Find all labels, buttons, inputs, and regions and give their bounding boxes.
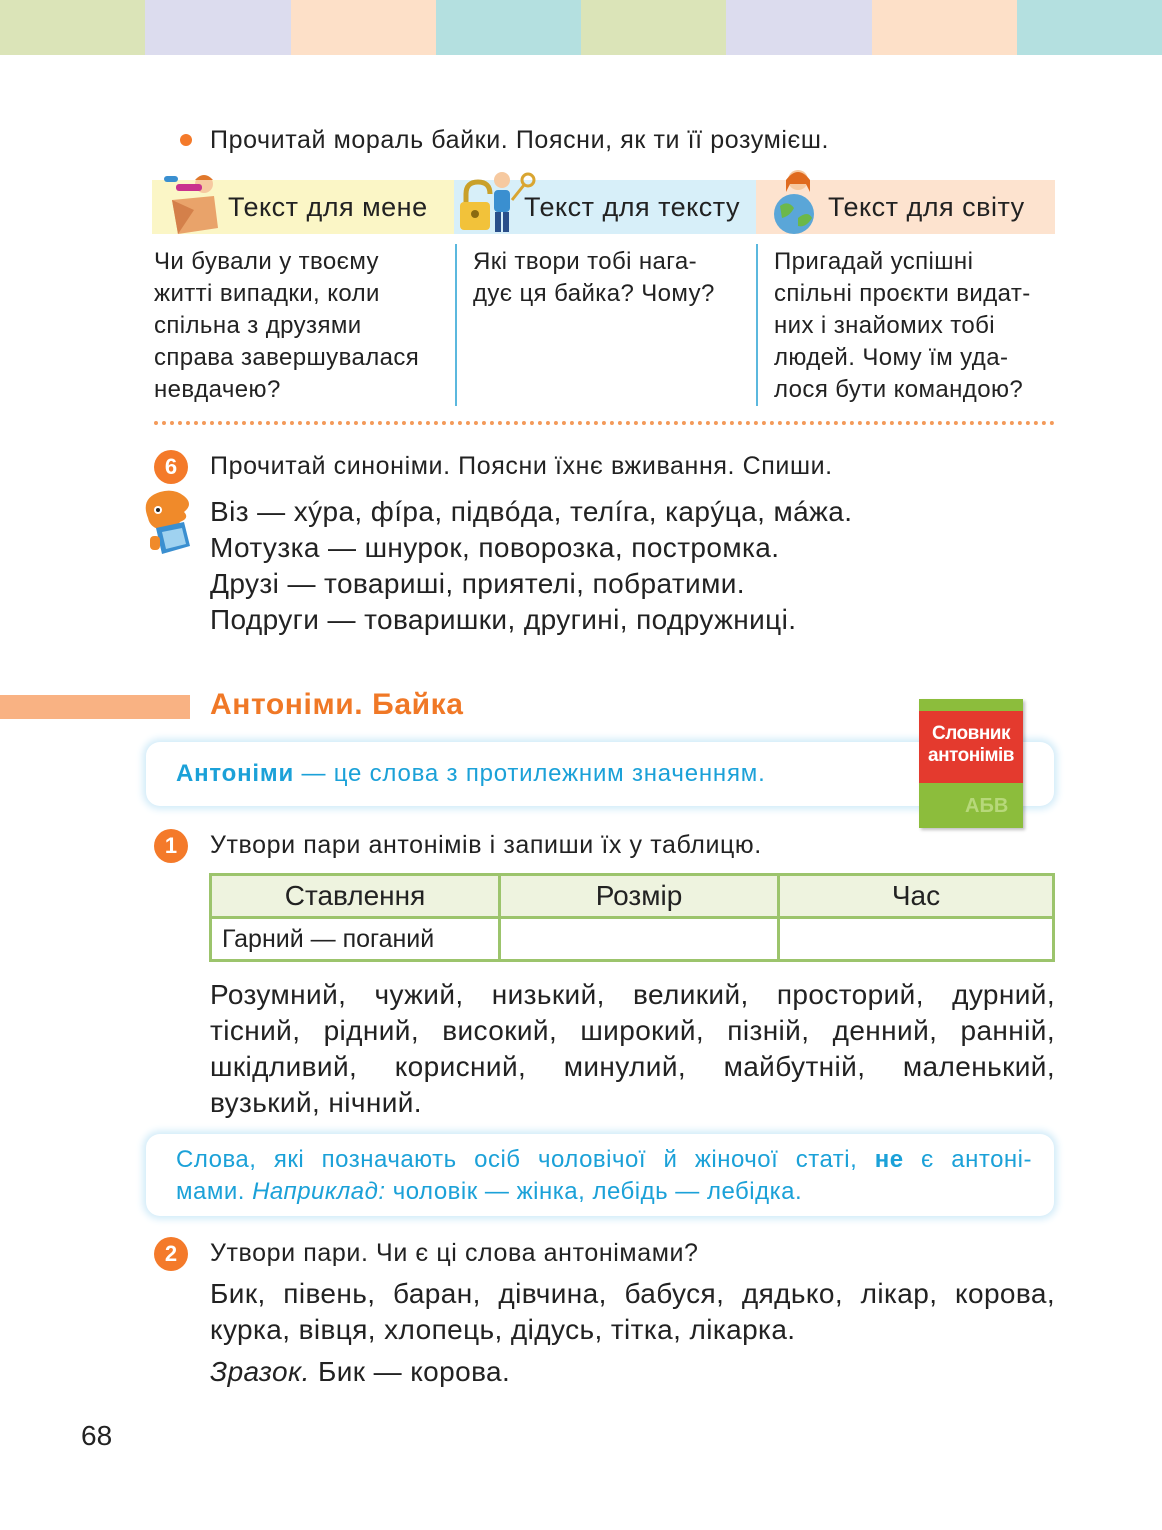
dictionary-letters: АБВ xyxy=(965,795,1009,817)
table-header-cell: Ставлення xyxy=(211,875,500,918)
dictionary-label xyxy=(919,711,1023,783)
table-cell[interactable] xyxy=(779,918,1054,961)
dictionary-line2: антонімів xyxy=(928,745,1014,766)
column-title-world: Текст для світу xyxy=(828,192,1025,222)
definition-rest: — це слова з протилежним значенням. xyxy=(294,760,766,787)
synonym-line: Мотузка — шнурок, поворозка, постромка. xyxy=(210,532,780,563)
task6-instruction: Прочитай синоніми. Поясни їхнє вживання. Спиши. xyxy=(210,452,833,480)
column-text-me xyxy=(154,246,450,406)
table-header-row xyxy=(211,875,1054,918)
table-row xyxy=(211,918,1054,961)
table-header-cell: Розмір xyxy=(500,875,779,918)
sample-label: Зразок. xyxy=(210,1356,310,1387)
task-number-1: 1 xyxy=(154,829,188,863)
section-title-bar xyxy=(0,695,190,719)
text-line: спільні проєкти видат- xyxy=(774,280,1031,307)
text-line: лося бути командою? xyxy=(774,376,1024,403)
strip-segment xyxy=(0,0,145,55)
task1-instruction: Утвори пари антонімів і запиши їх у таблицю. xyxy=(210,831,762,859)
note-part3: мами. xyxy=(176,1178,253,1205)
task6-synonyms xyxy=(210,494,852,638)
text-line: невдачею? xyxy=(154,376,281,403)
strip-segment xyxy=(581,0,726,55)
strip-segment xyxy=(726,0,871,55)
definition-text xyxy=(176,760,766,788)
dictionary-badge xyxy=(919,699,1023,828)
table-cell: Гарний — поганий xyxy=(211,918,500,961)
task2-word-list xyxy=(210,1276,1055,1348)
sample-text: Бик — корова. xyxy=(309,1356,511,1387)
girl-with-globe-icon xyxy=(768,166,828,236)
note-line xyxy=(176,1176,1032,1208)
strip-segment xyxy=(436,0,581,55)
word-line: Розумний, чужий, низький, великий, просторий, дурний, xyxy=(210,979,1055,1010)
text-line: Пригадай успішні xyxy=(774,248,974,275)
bullet-dot xyxy=(180,134,192,146)
column-header-world xyxy=(756,180,1055,234)
word-line: курка, вівця, хлопець, дідусь, тітка, лікарка. xyxy=(210,1314,796,1345)
task-number-6: 6 xyxy=(154,450,188,484)
girl-on-book-icon xyxy=(154,166,226,236)
column-header-me xyxy=(152,180,454,234)
note-italic: Наприклад: xyxy=(252,1178,386,1205)
synonym-line: Подруги — товаришки, другині, подружниці. xyxy=(210,604,797,635)
column-title-text: Текст для тексту xyxy=(524,192,740,222)
word-line: вузький, нічний. xyxy=(210,1087,422,1118)
task2-sample xyxy=(210,1354,510,1390)
page-number: 68 xyxy=(81,1420,113,1451)
moral-task-text: Прочитай мораль байки. Поясни, як ти її розумієш. xyxy=(210,126,830,154)
synonym-line: Друзі — товариші, приятелі, побратими. xyxy=(210,568,745,599)
table-cell[interactable] xyxy=(500,918,779,961)
text-line: людей. Чому їм уда- xyxy=(774,344,1009,371)
column-header-text xyxy=(454,180,756,234)
definition-term: Антоніми xyxy=(176,760,294,787)
note-part2: є антоні- xyxy=(903,1146,1032,1173)
text-line: житті випадки, коли xyxy=(154,280,380,307)
antonym-table xyxy=(209,873,1055,962)
column-divider xyxy=(455,244,457,406)
note-text xyxy=(176,1144,1032,1208)
word-line: тісний, рідний, високий, широкий, пізній, денний, ранній, xyxy=(210,1015,1055,1046)
word-line: Бик, півень, баран, дівчина, бабуся, дядько, лікар, корова, xyxy=(210,1278,1055,1309)
text-line: справа завершувалася xyxy=(154,344,420,371)
strip-segment xyxy=(145,0,290,55)
note-part4: чоловік — жінка, лебідь — лебідка. xyxy=(385,1178,803,1205)
text-line: них і знайомих тобі xyxy=(774,312,996,339)
mascot-with-book-icon xyxy=(134,488,196,558)
column-text-text xyxy=(473,246,753,310)
text-line: Чи бували у твоєму xyxy=(154,248,379,275)
strip-segment xyxy=(872,0,1017,55)
column-title-me: Текст для мене xyxy=(228,192,428,222)
task2-instruction: Утвори пари. Чи є ці слова антонімами? xyxy=(210,1239,699,1267)
note-line xyxy=(176,1144,1032,1176)
note-part1: Слова, які позначають осіб чоловічої й жіночої статі, xyxy=(176,1146,875,1173)
column-divider xyxy=(756,244,758,406)
word-line: шкідливий, корисний, минулий, майбутній, маленький, xyxy=(210,1051,1055,1082)
table-header-cell: Час xyxy=(779,875,1054,918)
note-bold: не xyxy=(874,1146,904,1173)
strip-segment xyxy=(291,0,436,55)
top-color-strip xyxy=(0,0,1162,55)
text-line: спільна з друзями xyxy=(154,312,362,339)
dotted-divider xyxy=(154,421,1055,425)
note-box xyxy=(146,1134,1054,1216)
task1-word-list xyxy=(210,977,1055,1121)
strip-segment xyxy=(1017,0,1162,55)
synonym-line: Віз — хýра, фíра, підвóда, телíга, карýца, мáжа. xyxy=(210,496,853,527)
dictionary-line1: Словник xyxy=(932,723,1010,744)
definition-box xyxy=(146,742,1054,806)
section-title: Антоніми. Байка xyxy=(210,688,464,721)
column-text-world xyxy=(774,246,1062,406)
text-line: дує ця байка? Чому? xyxy=(473,280,715,307)
text-line: Які твори тобі нага- xyxy=(473,248,698,275)
task-number-2: 2 xyxy=(154,1237,188,1271)
